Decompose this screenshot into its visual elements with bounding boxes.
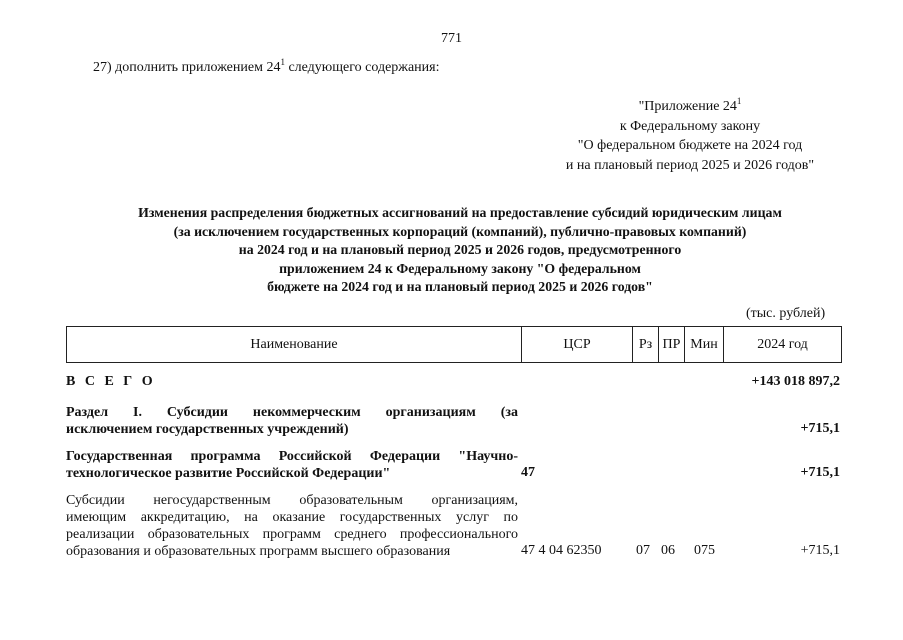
- row-subsidy-value: +715,1: [800, 543, 840, 558]
- header-rz: Рз: [633, 327, 659, 363]
- row-section-line: исключением государственных учреждений): [66, 422, 349, 437]
- intro-superscript: 1: [280, 57, 285, 67]
- title-line: на 2024 год и на плановый период 2025 и 2026 годов, предусмотренного: [238, 242, 682, 257]
- units-label: (тыс. рублей): [746, 306, 826, 321]
- row-program-name: [66, 448, 518, 482]
- row-section-line: Раздел I. Субсидии некоммерческим организациям (за: [66, 405, 518, 420]
- row-subsidy-min: 075: [694, 543, 715, 558]
- annex-line-1-text: "Приложение 24: [638, 99, 737, 114]
- title-line: приложением 24 к Федеральному закону "О федеральном: [279, 260, 641, 276]
- row-program-csr: 47: [521, 465, 535, 480]
- row-total-value: +143 018 897,2: [751, 374, 840, 389]
- row-subsidy-rz: 07: [636, 543, 650, 558]
- row-subsidy-line: Субсидии негосударственным образовательным организациям,: [66, 493, 518, 508]
- row-subsidy-line: имеющим аккредитацию, на оказание государственных услуг по: [66, 510, 518, 525]
- row-subsidy-line: образования и образовательных программ высшего образования: [66, 544, 451, 559]
- annex-line-4: и на плановый период 2025 и 2026 годов": [565, 157, 815, 173]
- row-subsidy-line: реализации образовательных программ среднего профессионального: [66, 527, 518, 542]
- row-program-line: Государственная программа Российской Федерации "Научно-: [66, 449, 518, 464]
- title-line: Изменения распределения бюджетных ассигнований на предоставление субсидий юридическим лицам: [138, 205, 782, 220]
- annex-line-3: "О федеральном бюджете на 2024 год: [577, 138, 803, 153]
- header-year: 2024 год: [724, 327, 842, 363]
- document-title: [80, 204, 840, 297]
- title-line: (за исключением государственных корпораций (компаний), публично-правовых компаний): [173, 223, 747, 239]
- annex-line-2: к Федеральному закону: [619, 118, 761, 134]
- table-header: [66, 326, 842, 363]
- row-subsidy-name: [66, 492, 518, 560]
- row-program-line: технологическое развитие Российской Федерации": [66, 466, 391, 481]
- header-csr: ЦСР: [522, 327, 633, 363]
- row-subsidy-csr: 47 4 04 62350: [521, 543, 602, 558]
- header-min: Мин: [685, 327, 724, 363]
- header-pr: ПР: [659, 327, 685, 363]
- header-row: [67, 327, 842, 363]
- row-program-value: +715,1: [800, 465, 840, 480]
- row-subsidy-pr: 06: [661, 543, 675, 558]
- annex-superscript: 1: [736, 96, 742, 106]
- row-section-name: [66, 404, 518, 438]
- annex-line-1: [520, 92, 860, 117]
- row-total-name: В С Е Г О: [66, 374, 156, 389]
- header-name: Наименование: [67, 327, 522, 363]
- annex-header: [520, 92, 860, 175]
- intro-tail: следующего содержания:: [284, 60, 440, 75]
- intro-text: 27) дополнить приложением 24: [93, 60, 281, 75]
- page-number: 771: [441, 31, 462, 46]
- row-section-value: +715,1: [800, 421, 840, 436]
- title-line: бюджете на 2024 год и на плановый период 2025 и 2026 годов": [267, 279, 653, 294]
- intro-paragraph: [93, 57, 440, 76]
